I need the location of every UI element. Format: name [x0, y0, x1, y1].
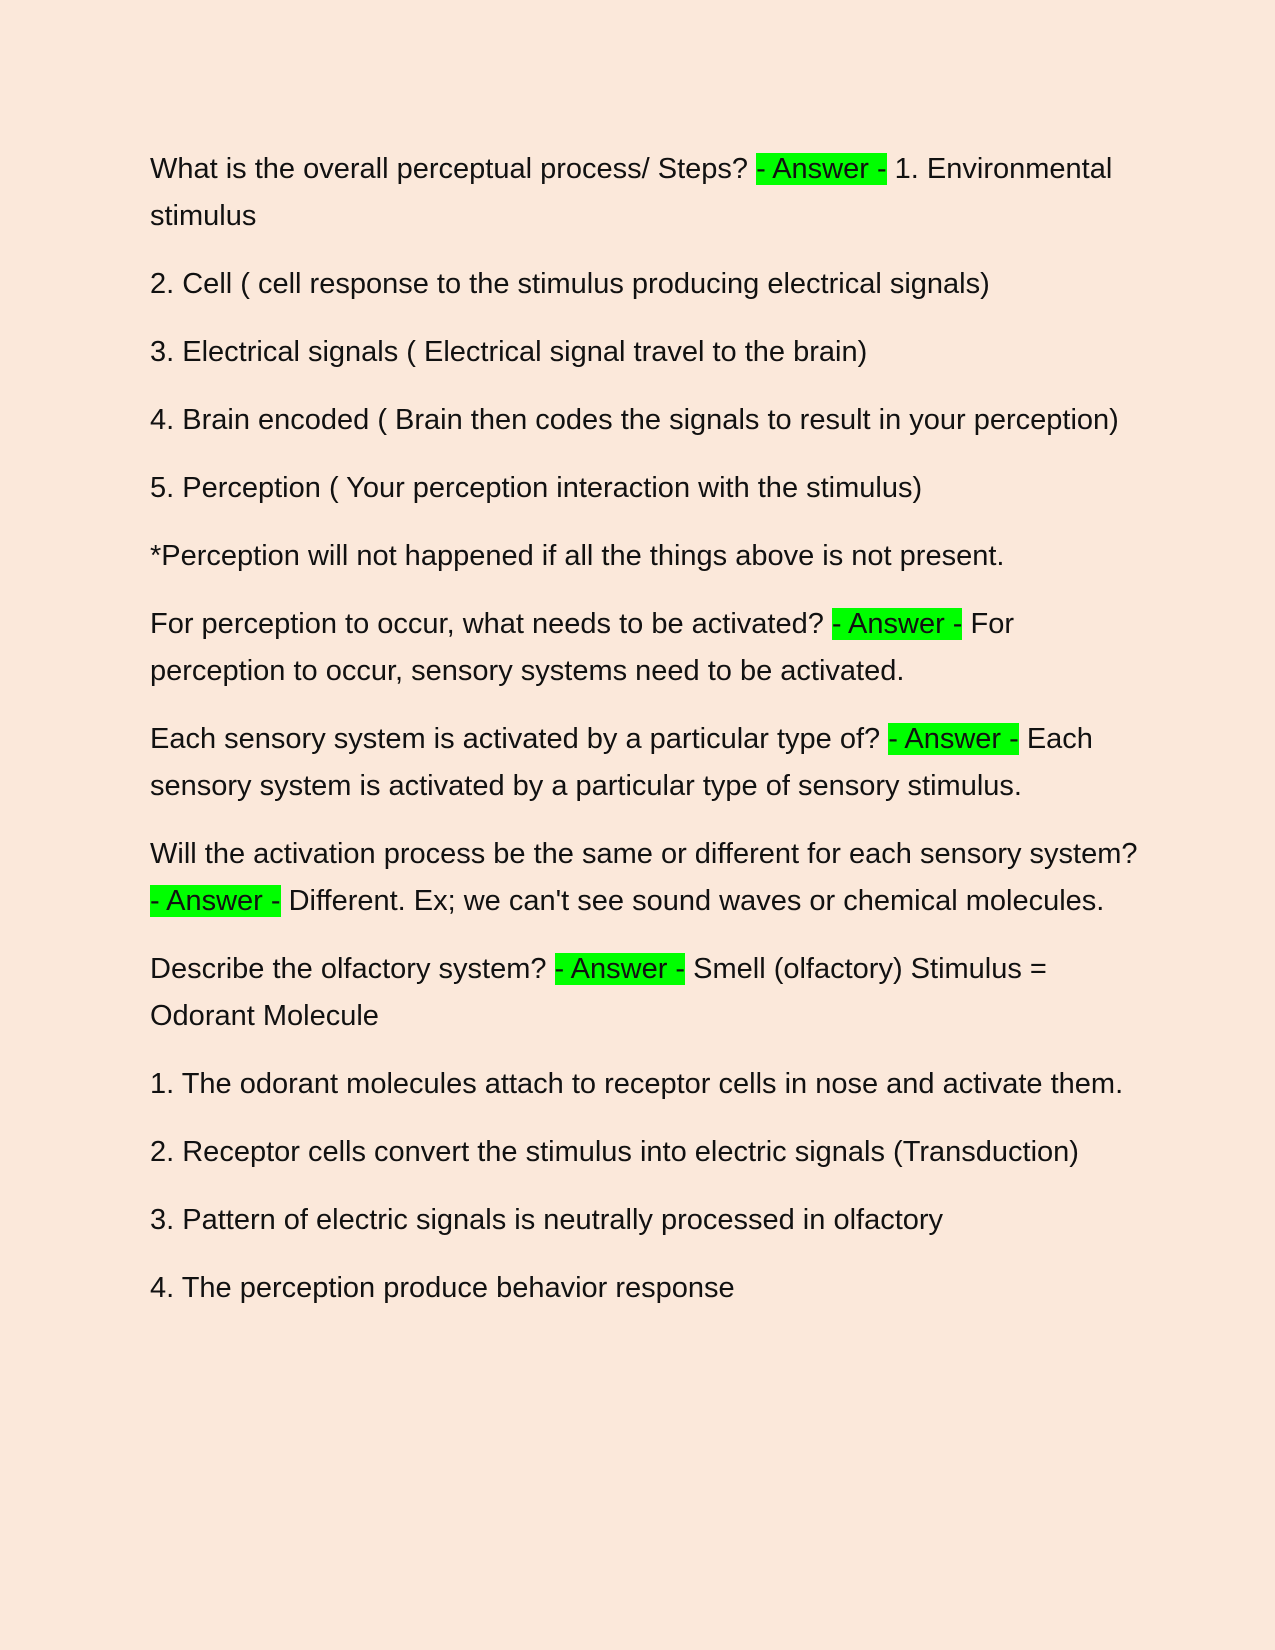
- answer-marker: - Answer -: [756, 153, 887, 185]
- answer-text: Each sensory system is activated by a particular type of sensory stimulus.: [150, 723, 1093, 802]
- document-page: [150, 146, 1150, 1333]
- list-item-step-5: 5. Perception ( Your perception interaction with the stimulus): [150, 472, 923, 504]
- qa-paragraph-olfactory: [150, 946, 1150, 1040]
- question-text: Will the activation process be the same or different for each sensory system?: [150, 838, 1138, 870]
- list-item-step-2: 2. Cell ( cell response to the stimulus producing electrical signals): [150, 268, 990, 300]
- answer-text: Smell (olfactory) Stimulus = Odorant Molecule: [150, 953, 1047, 1032]
- qa-paragraph-perceptual-process: [150, 146, 1150, 240]
- answer-marker: - Answer -: [888, 723, 1019, 755]
- answer-text: For perception to occur, sensory systems need to be activated.: [150, 608, 1015, 687]
- question-text: Describe the olfactory system?: [150, 953, 555, 985]
- answer-text: 1. Environmental stimulus: [150, 153, 1113, 232]
- question-text: For perception to occur, what needs to be activated?: [150, 608, 832, 640]
- list-item-olfactory-2: 2. Receptor cells convert the stimulus into electric signals (Transduction): [150, 1136, 1079, 1168]
- list-item-step-3: 3. Electrical signals ( Electrical signal travel to the brain): [150, 336, 868, 368]
- list-item-olfactory-1: 1. The odorant molecules attach to receptor cells in nose and activate them.: [150, 1068, 1124, 1100]
- answer-marker: - Answer -: [150, 885, 281, 917]
- answer-text: Different. Ex; we can't see sound waves or chemical molecules.: [280, 885, 1105, 917]
- qa-paragraph-activation-process: [150, 831, 1150, 925]
- qa-paragraph-sensory-type: [150, 716, 1150, 810]
- answer-marker: - Answer -: [554, 953, 686, 985]
- note-paragraph: *Perception will not happened if all the things above is not present.: [150, 540, 1005, 572]
- list-item-step-4: 4. Brain encoded ( Brain then codes the signals to result in your perception): [150, 404, 1119, 436]
- answer-marker: - Answer -: [831, 608, 963, 640]
- qa-paragraph-activation: [150, 601, 1150, 695]
- list-item-olfactory-4: 4. The perception produce behavior response: [150, 1272, 735, 1304]
- question-text: Each sensory system is activated by a particular type of?: [150, 723, 889, 755]
- list-item-olfactory-3: 3. Pattern of electric signals is neutrally processed in olfactory: [150, 1204, 944, 1236]
- question-text: What is the overall perceptual process/ Steps?: [150, 153, 757, 185]
